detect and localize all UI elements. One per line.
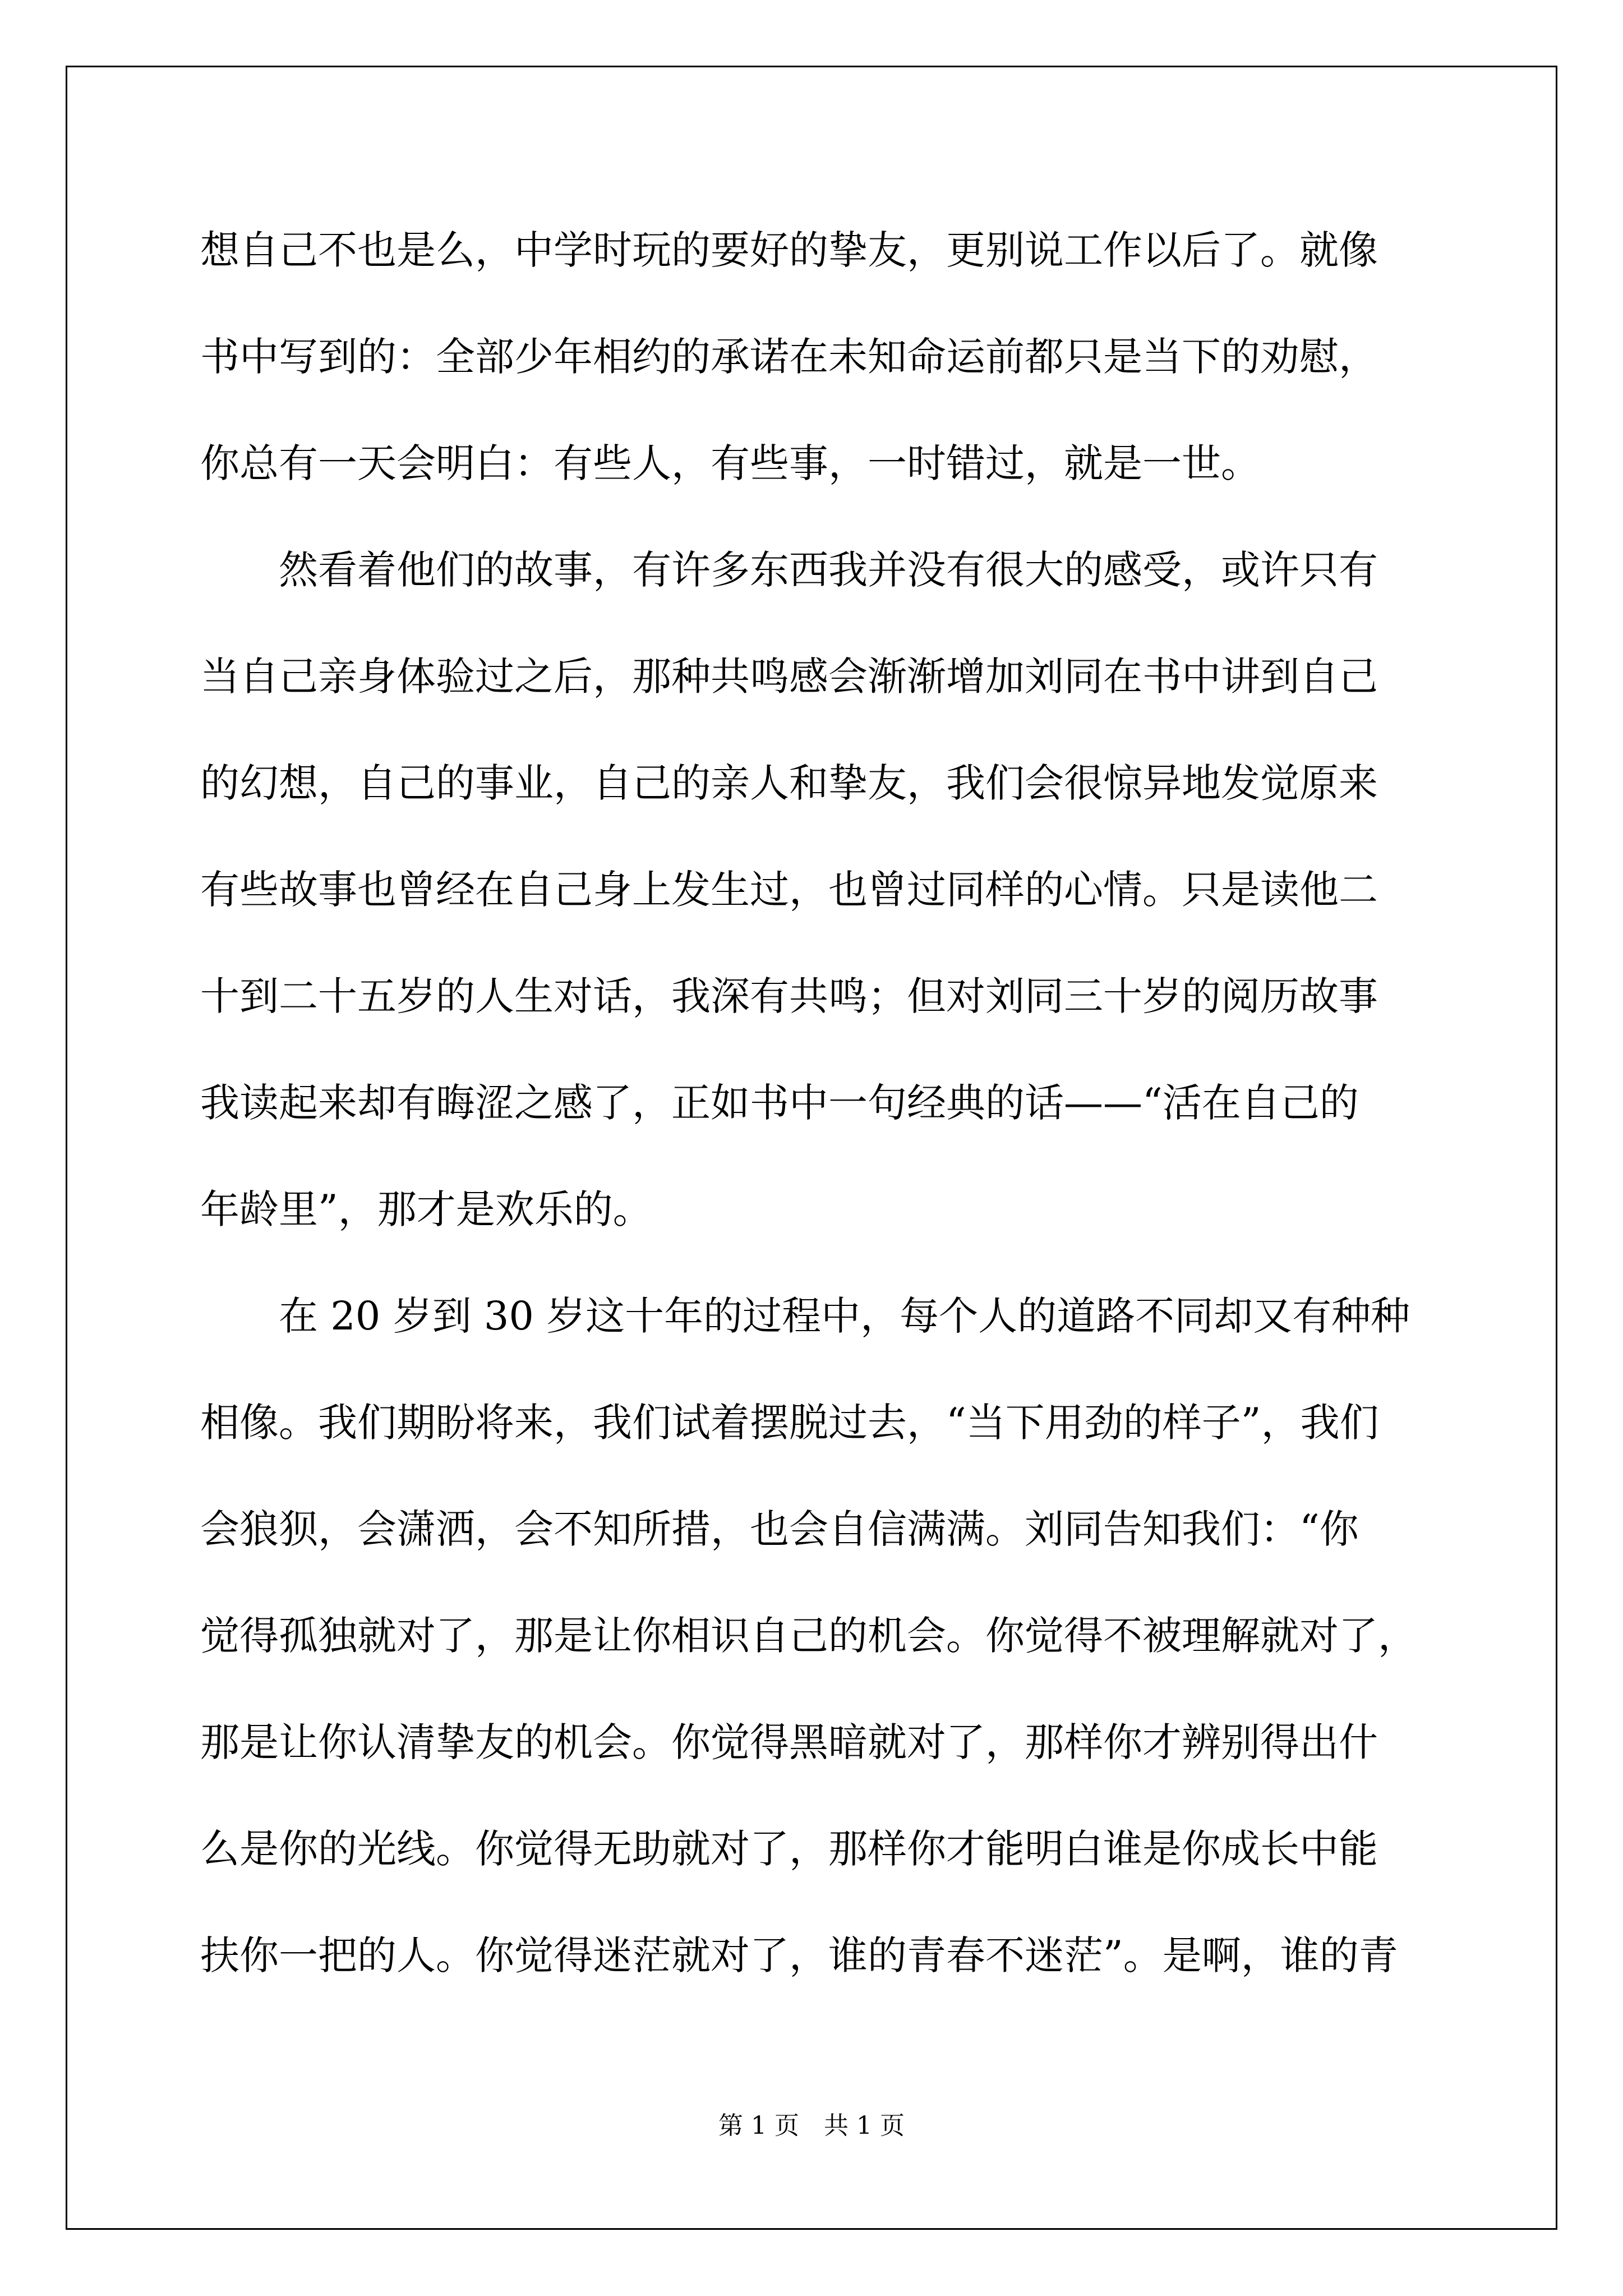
text-line: 我读起来却有晦涩之感了，正如书中一句经典的话——“活在自己的 xyxy=(200,1080,1359,1126)
paragraph-start-line: 在 20 岁到 30 岁这十年的过程中，每个人的道路不同却又有种种 xyxy=(279,1293,1410,1339)
text-line: 有些故事也曾经在自己身上发生过，也曾过同样的心情。只是读他二 xyxy=(200,867,1378,913)
text-line: 那是让你认清挚友的机会。你觉得黑暗就对了，那样你才辨别得出什 xyxy=(200,1719,1378,1765)
text-line: 年龄里”，那才是欢乐的。 xyxy=(200,1186,652,1232)
document-body xyxy=(200,217,1434,2028)
text-line: 么是你的光线。你觉得无助就对了，那样你才能明白谁是你成长中能 xyxy=(200,1826,1378,1872)
text-line: 的幻想，自己的事业，自己的亲人和挚友，我们会很惊异地发觉原来 xyxy=(200,760,1378,806)
text-line: 会狼狈，会潇洒，会不知所措，也会自信满满。刘同告知我们：“你 xyxy=(200,1506,1359,1552)
text-line: 想自己不也是么，中学时玩的要好的挚友，更别说工作以后了。就像 xyxy=(200,227,1378,273)
text-line: 书中写到的：全部少年相约的承诺在未知命运前都只是当下的劝慰， xyxy=(200,334,1378,380)
text-line: 当自己亲身体验过之后，那种共鸣感会渐渐增加刘同在书中讲到自己 xyxy=(200,654,1378,700)
text-line: 觉得孤独就对了，那是让你相识自己的机会。你觉得不被理解就对了， xyxy=(200,1613,1417,1659)
text-line: 十到二十五岁的人生对话，我深有共鸣；但对刘同三十岁的阅历故事 xyxy=(200,973,1378,1019)
text-line: 相像。我们期盼将来，我们试着摆脱过去，“当下用劲的样子”，我们 xyxy=(200,1400,1379,1446)
page-number-footer: 第 1 页 共 1 页 xyxy=(718,2111,905,2140)
text-line: 扶你一把的人。你觉得迷茫就对了，谁的青春不迷茫”。是啊，谁的青 xyxy=(200,1932,1398,1978)
text-line: 你总有一天会明白：有些人，有些事，一时错过，就是一世。 xyxy=(200,440,1260,486)
paragraph-start-line: 然看着他们的故事，有许多东西我并没有很大的感受，或许只有 xyxy=(279,547,1378,593)
